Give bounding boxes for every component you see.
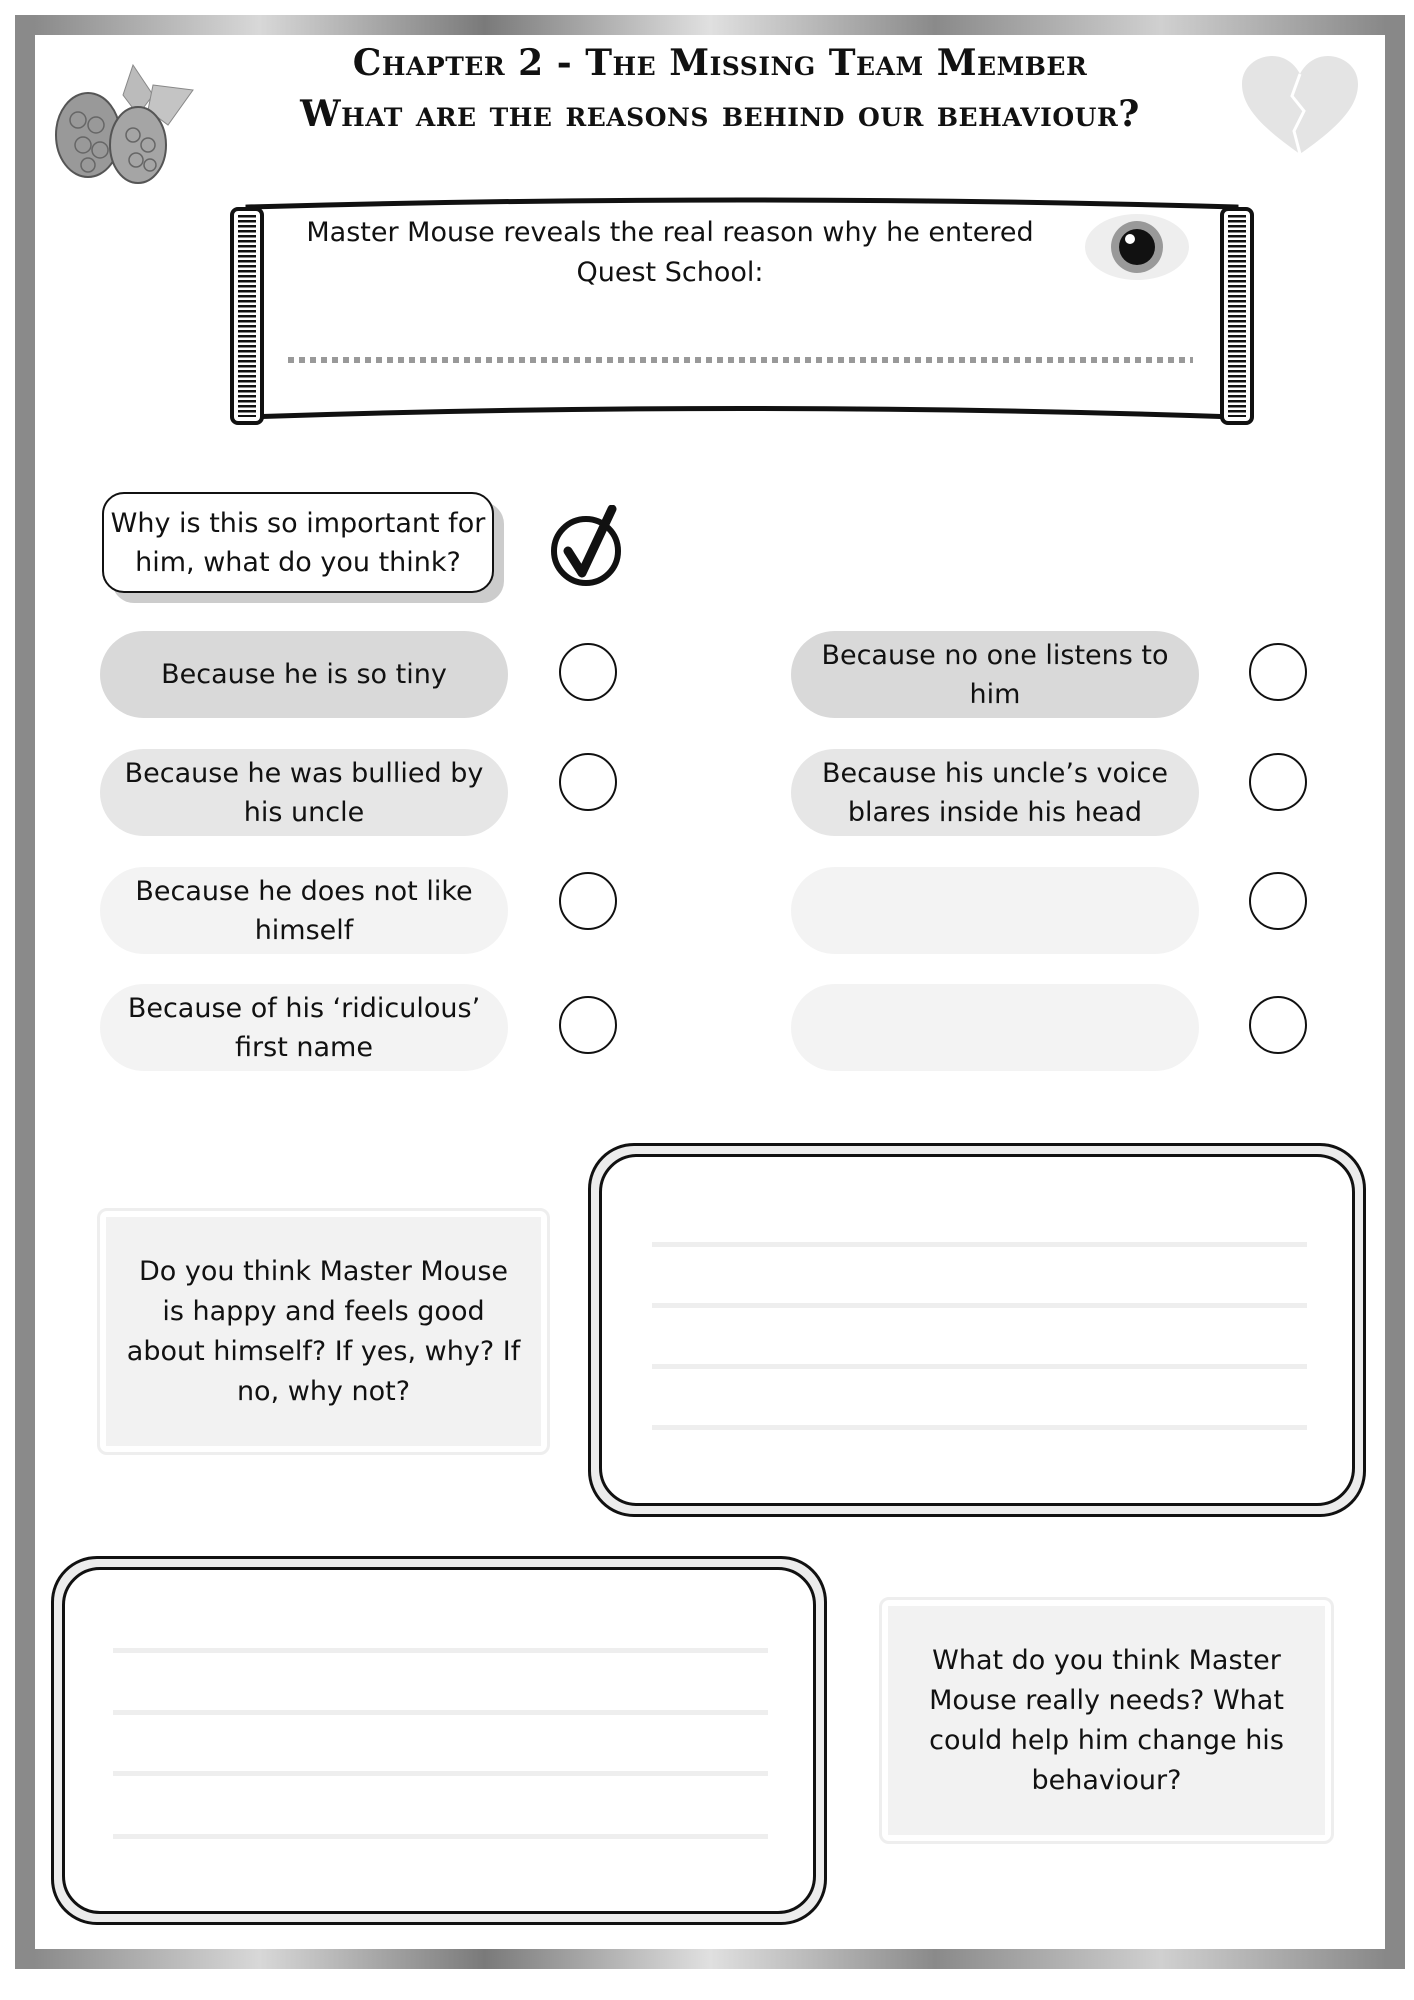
option-left-1[interactable]: Because he is so tiny [100, 631, 508, 718]
page-heading: What are the reasons behind our behaviour? [300, 93, 1140, 135]
option-left-3-radio[interactable] [559, 872, 617, 930]
option-right-4-radio[interactable] [1249, 996, 1307, 1054]
option-right-2[interactable]: Because his uncle’s voice blares inside his head [791, 749, 1199, 836]
question-needs-card [879, 1597, 1334, 1844]
answer-line [113, 1834, 768, 1839]
option-left-4-radio[interactable] [559, 996, 617, 1054]
question-happy-card [97, 1208, 550, 1455]
option-right-2-radio[interactable] [1249, 753, 1307, 811]
option-left-1-radio[interactable] [559, 643, 617, 701]
chapter-title: Chapter 2 - The Missing Team Member [352, 42, 1088, 84]
option-right-4-blank[interactable] [791, 984, 1199, 1071]
scroll-prompt-line2: Quest School: [576, 257, 764, 288]
scroll-prompt-line1: Master Mouse reveals the real reason why he entered [306, 217, 1034, 248]
answer-box-2[interactable] [51, 1556, 827, 1925]
answer-line [652, 1303, 1307, 1308]
checkmark-circle-icon [550, 505, 630, 590]
eye-icon [1082, 210, 1192, 285]
answer-line [652, 1242, 1307, 1247]
answer-box-1[interactable] [588, 1143, 1366, 1517]
option-right-3-radio[interactable] [1249, 872, 1307, 930]
option-right-1[interactable]: Because no one listens to him [791, 631, 1199, 718]
option-left-2-radio[interactable] [559, 753, 617, 811]
option-left-3[interactable]: Because he does not like himself [100, 867, 508, 954]
question-why-important [102, 492, 494, 593]
option-right-3-blank[interactable] [791, 867, 1199, 954]
option-right-1-radio[interactable] [1249, 643, 1307, 701]
option-left-2[interactable]: Because he was bullied by his uncle [100, 749, 508, 836]
question-happy-text: Do you think Master Mouse is happy and feels good about himself? If yes, why? If no, why not? [106, 1217, 541, 1446]
answer-line [113, 1710, 768, 1715]
answer-line [652, 1364, 1307, 1369]
answer-line [652, 1425, 1307, 1430]
answer-dotted-line[interactable] [288, 357, 1193, 363]
question-needs-text: What do you think Master Mouse really needs? What could help him change his behaviour? [888, 1606, 1325, 1835]
answer-line [113, 1648, 768, 1653]
question-text: Why is this so important for him, what do you think? [110, 507, 486, 578]
option-left-4[interactable]: Because of his ‘ridiculous’ first name [100, 984, 508, 1071]
answer-line [113, 1771, 768, 1776]
